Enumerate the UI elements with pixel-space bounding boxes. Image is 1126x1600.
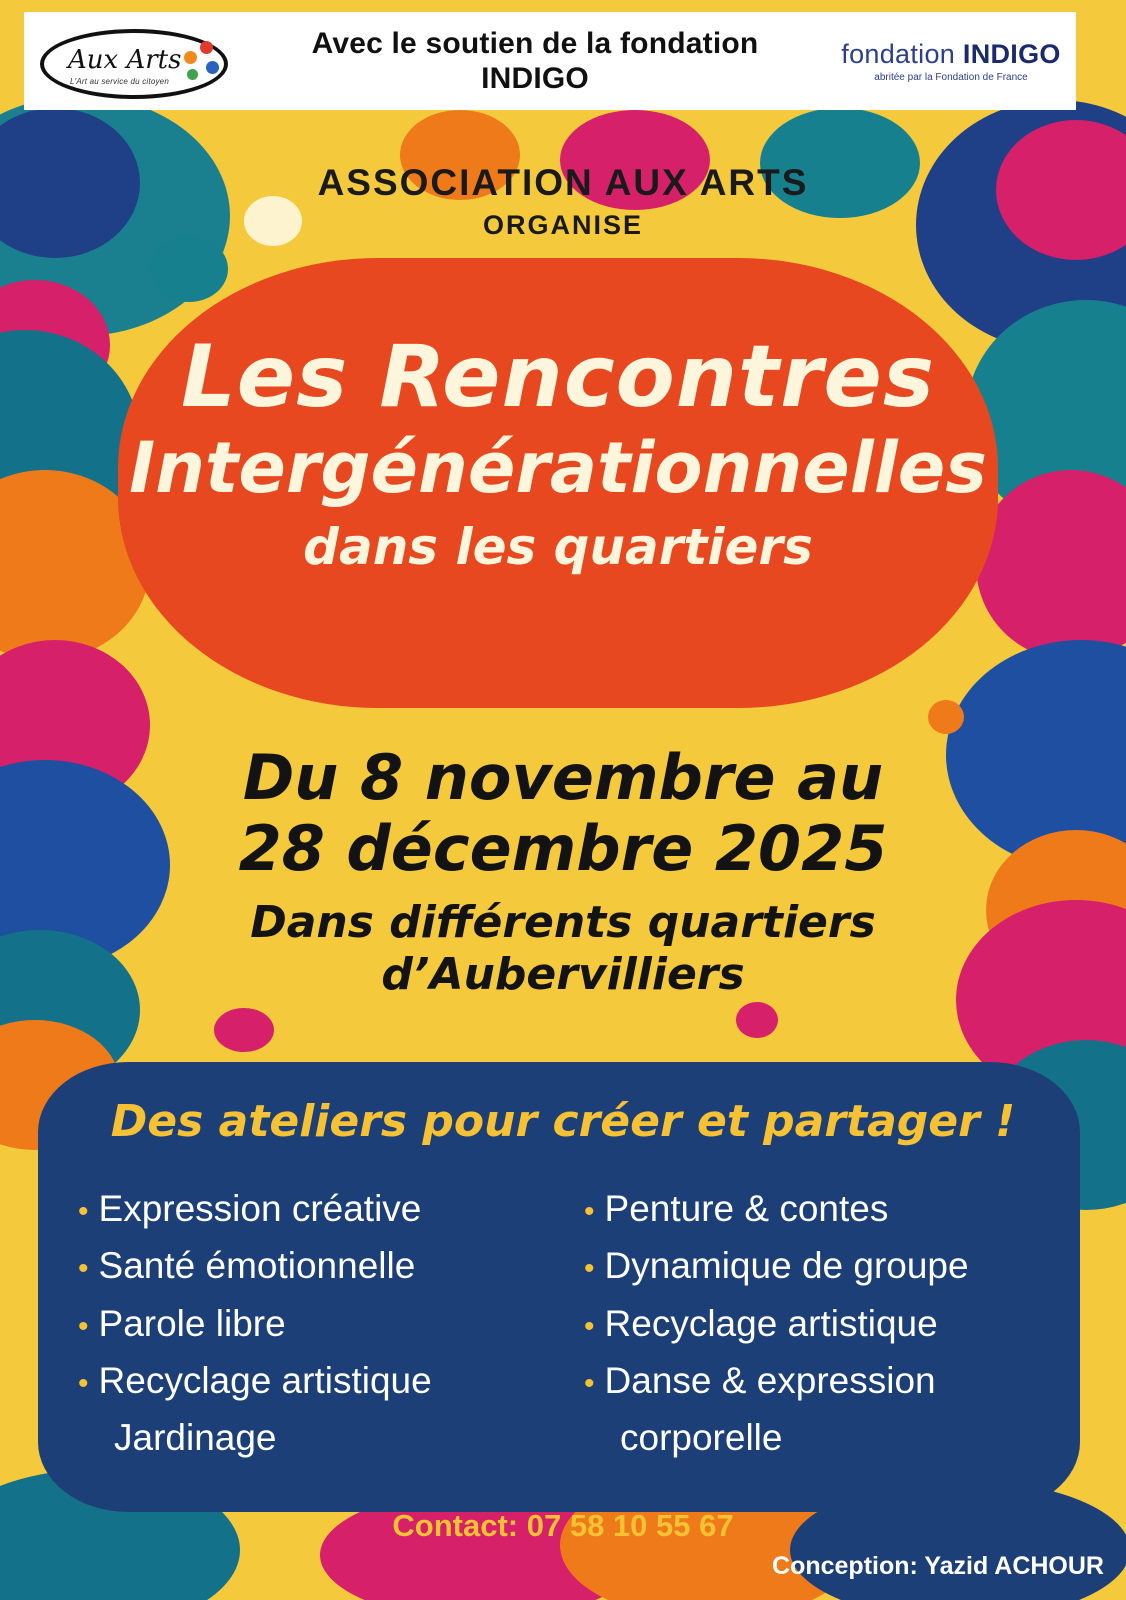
bullet-icon: •	[78, 1367, 89, 1401]
location-line-2: d’Aubervilliers	[381, 949, 745, 1001]
title-line-2: Intergénérationnelles	[129, 427, 987, 510]
workshop-label: Parole libre	[98, 1302, 286, 1344]
list-item	[584, 1352, 1060, 1409]
list-item	[584, 1295, 1060, 1352]
list-item	[78, 1409, 554, 1466]
workshops-heading: Des ateliers pour créer et partager !	[110, 1096, 1016, 1147]
logo-tagline: L'Art au service du citoyen	[70, 77, 169, 86]
bullet-icon: •	[78, 1309, 89, 1343]
logo-dot-orange-icon	[184, 51, 197, 64]
workshops-columns	[70, 1180, 1060, 1467]
blob-dot-magenta-2	[214, 1008, 274, 1052]
fondation-indigo-subtitle: abritée par la Fondation de France	[874, 72, 1028, 83]
workshop-label: Jardinage	[114, 1417, 277, 1459]
date-line-2: 28 décembre 2025	[238, 812, 888, 886]
logo-dot-green-icon	[187, 69, 198, 80]
workshop-label: Recyclage artistique	[604, 1302, 938, 1344]
workshop-label: Dynamique de groupe	[604, 1245, 969, 1287]
list-item	[78, 1295, 554, 1352]
fondation-indigo-logo	[836, 39, 1076, 83]
date-line-1: Du 8 novembre au	[242, 741, 884, 814]
list-item	[584, 1409, 1060, 1466]
bullet-icon: •	[78, 1195, 89, 1228]
logo-dot-red-icon	[200, 41, 213, 54]
sponsor-support-text	[234, 26, 836, 97]
fondation-word: fondation	[841, 39, 956, 69]
bullet-icon: •	[584, 1195, 595, 1228]
list-item	[584, 1237, 1060, 1294]
list-item	[78, 1180, 554, 1237]
blob-dot-magenta-1	[736, 1002, 778, 1038]
location-line-1: Dans différents quartiers	[250, 896, 876, 948]
event-dates	[0, 742, 1126, 1002]
workshop-label: corporelle	[620, 1417, 783, 1459]
bullet-icon: •	[78, 1252, 89, 1286]
workshop-label: Expression créative	[98, 1188, 422, 1229]
event-title	[118, 262, 998, 575]
list-item	[584, 1180, 1060, 1237]
sponsor-support-line1: Avec le soutien de la fondation	[311, 26, 759, 60]
workshop-label: Penture & contes	[604, 1188, 889, 1229]
bullet-icon: •	[584, 1309, 595, 1343]
design-credit: Conception: Yazid ACHOUR	[772, 1552, 1104, 1580]
workshop-label: Santé émotionnelle	[98, 1245, 416, 1287]
aux-arts-logo	[24, 15, 234, 107]
logo-dot-blue-icon	[206, 61, 219, 74]
logo-script-name: Aux Arts	[68, 45, 182, 75]
title-line-3: dans les quartiers	[303, 517, 813, 576]
workshop-label: Recyclage artistique	[98, 1360, 432, 1402]
organizer-name: ASSOCIATION AUX ARTS	[317, 162, 809, 203]
fondation-indigo-wordmark	[836, 39, 1066, 70]
organizer-verb: ORGANISE	[482, 210, 644, 240]
workshops-column-left	[70, 1180, 554, 1467]
bullet-icon: •	[584, 1252, 595, 1286]
workshops-column-right	[574, 1180, 1060, 1467]
blob-dot-orange-1	[928, 700, 964, 734]
sponsor-bar	[24, 12, 1076, 110]
organizer-block	[0, 162, 1126, 241]
list-item	[78, 1352, 554, 1409]
bullet-icon: •	[584, 1367, 595, 1401]
workshop-label: Danse & expression	[604, 1360, 936, 1402]
indigo-word: INDIGO	[962, 39, 1061, 69]
list-item	[78, 1237, 554, 1294]
contact-phone: Contact: 07 58 10 55 67	[392, 1508, 734, 1543]
sponsor-support-line2: INDIGO	[481, 62, 589, 95]
blob-magenta-right-mid	[976, 470, 1126, 660]
title-line-1: Les Rencontres	[180, 327, 936, 427]
